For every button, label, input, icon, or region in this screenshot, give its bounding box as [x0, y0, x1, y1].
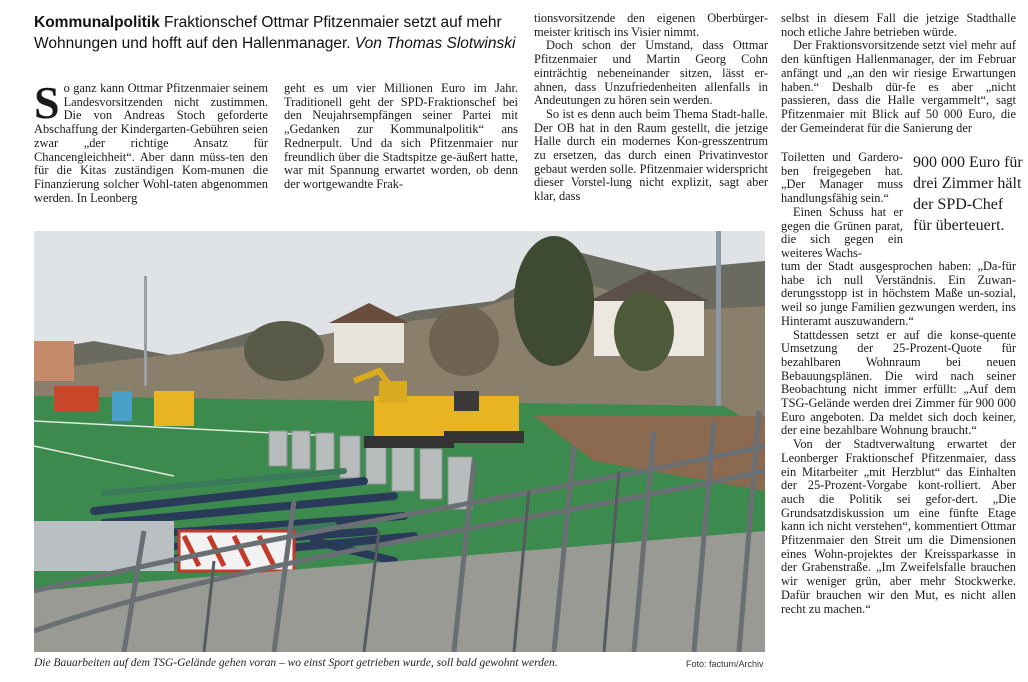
headline-text: Fraktionschef Ottmar Pfitzenmaier setzt auf mehr Wohnungen und hofft auf den Hallenmanager.: [34, 14, 502, 52]
paragraph: Einen Schuss hat er gegen die Grünen parat, die sich gegen ein weiteres Wachs-: [781, 204, 903, 260]
construction-site-photo: [34, 231, 765, 652]
text-column-1: [34, 77, 268, 205]
text-column-4-narrow: [781, 151, 903, 261]
photo-credit: Foto: factum/Archiv: [686, 659, 764, 669]
paragraph: Toiletten und Gardero-ben freigegeben hat. „Der Manager muss handlungsfähig sein.“: [781, 150, 903, 206]
byline: Von Thomas Slotwinski: [354, 35, 516, 52]
article-headline: [34, 12, 534, 54]
paragraph: So ganz kann Ottmar Pfitzenmaier seinem Landesvorsitzenden nicht zustimmen. Die von Andreas Stoch geforderte Abschaffung der Kindergarten-Gebühren seien zwar „der richtige Ansatz für Chancengleichheit“. Aber dann müss-ten den für die Kitas zuständigen Kom-munen die Finanzierung solcher Wohl-taten abgenommen werden. In Leonberg: [34, 77, 268, 205]
paragraph: So ist es denn auch beim Thema Stadt-halle. Der OB hat in den Raum gestellt, die jetzige Halle durch ein modernes Kon-gresszentrum zu ersetzen, das durch einen Privatinvestor gebaut werden solle. Pfitzenmaier widerspricht dieser Vorstel-lung nicht explizit, sagt aber klar, dass: [534, 106, 768, 204]
text-column-4-bottom: [781, 260, 1016, 616]
paragraph: Doch schon der Umstand, dass Ottmar Pfitzenmaier und Martin Georg Cohn einträchtig nebeneinander sitzen, lässt er-ahnen, dass Unzufriedenheiten allenfalls in Andeutungen zu hören sein werden.: [534, 38, 768, 108]
paragraph: geht es um vier Millionen Euro im Jahr. Traditionell geht der SPD-Fraktionschef bei den Neujahrsempfängen seiner Partei mit „Gedanken zur Kommunalpolitik“ ans Rednerpult. Und da sich Pfitzenmaier nur freundlich über die Stadtspitze ge-äußert hatte, war mit Spannung erwartet worden, ob denn der wortgewandte Frak-: [284, 81, 518, 191]
paragraph: Der Fraktionsvorsitzende setzt viel mehr auf den künftigen Hallenmanager, der im Februar anfängt und „an den wir riesige Erwartungen haben.“ Deshalb dür-fe es aber „nicht passieren, dass die Halle vergammelt“, sagt Pfitzenmaier mit Blick auf 50 000 Euro, die der Gemeinderat für die Sanierung der: [781, 38, 1016, 135]
text-column-3: [534, 12, 768, 204]
pull-quote: 900 000 Euro für drei Zimmer hält der SPD-Chef für überteuert.: [913, 154, 1023, 234]
paragraph: Von der Stadtverwaltung erwartet der Leonberger Fraktionschef Pfitzenmaier, dass ein Mitarbeiter „mit Herzblut“ das Einhalten der 25-Prozent-Vorgabe kont-rolliert. Aber auch die Politik sei gefor-dert. „Die Grundsatzdiskussion um eine fünfte Etage kann ich nicht verstehen“, kommentiert Ottmar Pfitzenmaier den Streit um die Dimensionen eines Wohn-projektes der Kreissparkasse in der Grabenstraße. „Im Zweifelsfalle brauchen wir weniger grün, aber mehr Stockwerke. Dafür brauchen wir den Mut, es nicht allen recht zu machen.“: [781, 437, 1016, 616]
drop-cap: S: [34, 77, 60, 128]
paragraph: selbst in diesem Fall die jetzige Stadthalle noch etliche Jahre betrieben würde.: [781, 11, 1016, 39]
text-column-4-top: [781, 12, 1016, 135]
paragraph: tum der Stadt ausgesprochen haben: „Da-für habe ich null Verständnis. Ein Zuwan-derungsstopp ist in höchstem Maße un-sozial, weil so junge Familien gezwungen werden, ins Hinteramt auszuwandern.“: [781, 259, 1016, 328]
paragraph: Stattdessen setzt er auf die konse-quente Umsetzung der 25-Prozent-Quote für bezahlbaren Wohnraum bei neuen Bebauungsplänen. Die wird nach seiner Beobachtung nicht immer erfüllt: „Auf dem TSG-Gelände werden drei Zimmer für 900 000 Euro angeboten. Da meldet sich doch keiner, der eine bezahlbare Wohnung braucht.“: [781, 327, 1016, 438]
paragraph: tionsvorsitzende den eigenen Oberbürger-meister kritisch ins Visier nimmt.: [534, 11, 768, 39]
rubric-label: Kommunalpolitik: [34, 14, 160, 31]
photo-caption: Die Bauarbeiten auf dem TSG-Gelände gehen voran – wo einst Sport getrieben wurde, soll bald gewohnt werden.: [34, 657, 558, 669]
text-column-2: [284, 82, 518, 192]
